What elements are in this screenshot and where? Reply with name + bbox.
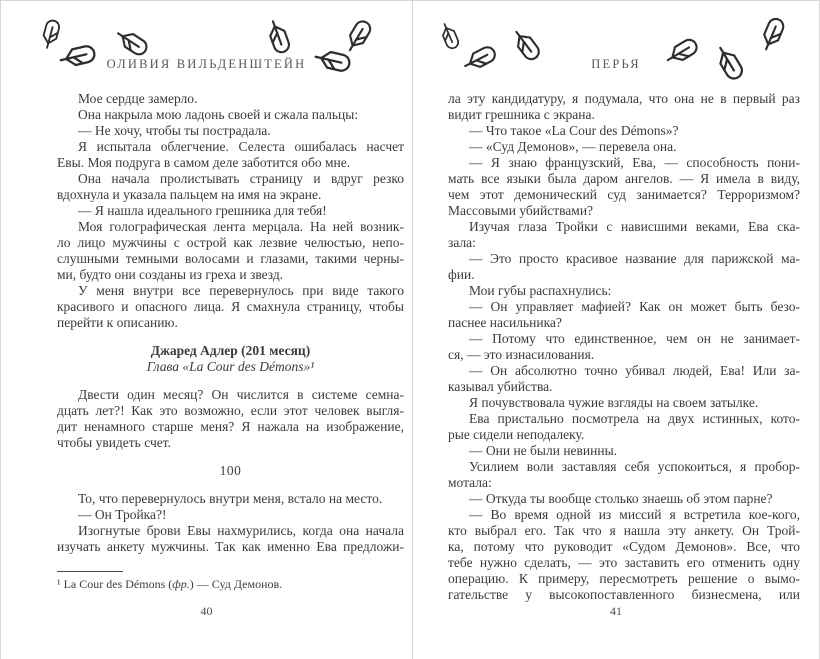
- footnote-lang-label: фр.: [172, 577, 190, 591]
- text-line: — Они не были невинны.: [469, 443, 618, 458]
- text-line: — Он управляет мафией? Как он может быть безо-: [469, 299, 800, 314]
- text-line: — Он абсолютно точно убивал людей, Ева! Или за-: [469, 363, 800, 378]
- text-line: — Я нашла идеального грешника для тебя!: [78, 203, 327, 218]
- text-line: — Откуда ты вообще столько знаешь об этом парне?: [469, 491, 773, 506]
- page-left: [1, 0, 412, 659]
- text-line: вдохнула и указала пальцем на имя на экране.: [57, 187, 322, 202]
- running-head-title: ПЕРЬЯ: [591, 57, 641, 71]
- text-line: Двести один месяц? Он числится в системе семна-: [78, 387, 404, 402]
- text-line: ми, будто они созданы из греха и звезд.: [57, 267, 284, 282]
- text-line: фии.: [448, 267, 475, 282]
- text-line: чтобы увидеть счет.: [57, 435, 171, 450]
- text-line: мать все языки была даром ангелов. — Я имела в виду,: [448, 171, 800, 186]
- text-line: Моя голографическая лента мерцала. На ней возник-: [78, 219, 404, 234]
- text-line: ло лицо мужчины с острой как лезвие челюстью, непо-: [57, 235, 404, 250]
- text-line: У меня внутри все перевернулось при виде такого: [78, 283, 404, 298]
- text-line: видит грешника с экрана.: [448, 107, 595, 122]
- text-line: — Не хочу, чтобы ты пострадала.: [78, 123, 271, 138]
- text-line: изучать анкету мужчины. Так как именно Ева предложи-: [57, 539, 404, 554]
- text-line: мотала:: [448, 475, 492, 490]
- text-line: Усилием воли заставляя себя успокоиться, я пробор-: [469, 459, 800, 474]
- footnote-text: ¹ La Cour des Démons (: [57, 577, 173, 591]
- page-right: [413, 0, 819, 659]
- section-heading: Джаред Адлер (201 месяц): [150, 343, 311, 358]
- section-number: 100: [219, 463, 242, 478]
- text-line: Она начала пролистывать страницу и вдруг резко: [78, 171, 404, 186]
- text-line: — Он Тройка?!: [78, 507, 167, 522]
- text-line: Изучая глаза Тройки с нависшими веками, Ева ска-: [469, 219, 800, 234]
- text-line: Я испытала облегчение. Селеста ошибалась насчет: [78, 139, 404, 154]
- text-line: — Я знаю французский, Ева, — способность пони-: [469, 155, 800, 170]
- text-line: ка, потому что руководит «Судом Демонов». Все, что: [448, 539, 800, 554]
- text-line: Она накрыла мою ладонь своей и сжала пальцы:: [78, 107, 359, 122]
- text-line: Изогнутые брови Евы нахмурились, когда она начала: [78, 523, 404, 538]
- text-line: ла эту кандидатуру, я подумала, что она не в первый раз: [448, 91, 800, 106]
- text-line: паснее насильника?: [448, 315, 562, 330]
- text-line: операцию. К примеру, пересмотреть решение о вымо-: [448, 571, 800, 586]
- footnote-rule: [57, 571, 123, 572]
- text-line: зала:: [448, 235, 476, 250]
- text-line: То, что перевернулось внутри меня, встало на место.: [78, 491, 383, 506]
- text-line: Массовыми убийствами?: [448, 203, 594, 218]
- page-number-left: 40: [200, 604, 213, 618]
- text-line: красивого и опасного лица. Я смахнула страницу, чтобы: [57, 299, 404, 314]
- text-line: Ева пристально посмотрела на двух истинных, кото-: [469, 411, 800, 426]
- text-line: ся, — это изнасилования.: [448, 347, 595, 362]
- page-body-left: [57, 91, 404, 555]
- page-number-right: 41: [610, 604, 622, 618]
- text-line: — Это просто красивое название для парижской ма-: [469, 251, 800, 266]
- page-body-right: [448, 91, 800, 603]
- text-line: казывал убийства.: [448, 379, 553, 394]
- text-line: чем этот демонический суд занимается? Терроризмом?: [448, 187, 800, 202]
- text-line: — Что такое «La Cour des Démons»?: [469, 123, 679, 138]
- text-line: слушными темными волосами и глазами, такими черны-: [57, 251, 404, 266]
- text-line: Мои губы распахнулись:: [469, 283, 612, 298]
- text-line: рые сидели неподалеку.: [448, 427, 585, 442]
- text-line: гательстве у высокопоставленного бизнесмена, или: [448, 587, 800, 602]
- text-line: — Во время одной из миссий я встретила кое-кого,: [469, 507, 800, 522]
- text-line: дцать лет?! Как это возможно, если этот человек выгля-: [57, 403, 404, 418]
- footnote: [57, 577, 404, 592]
- text-line: Евы. Моя подруга в самом деле заботится обо мне.: [57, 155, 351, 170]
- text-line: кто выбрал его. Так что я нашла эту анкету. Он Трой-: [448, 523, 800, 538]
- text-line: Я почувствовала чужие взгляды на своем затылке.: [469, 395, 759, 410]
- footnote-translation: ) — Суд Демонов.: [189, 577, 283, 591]
- running-head-author: ОЛИВИЯ ВИЛЬДЕНШТЕЙН: [106, 57, 307, 71]
- text-line: Мое сердце замерло.: [78, 91, 198, 106]
- text-line: перейти к описанию.: [57, 315, 178, 330]
- section-subheading: Глава «La Cour des Démons»¹: [146, 359, 315, 374]
- text-line: — «Суд Демонов», — перевела она.: [469, 139, 677, 154]
- text-line: — Потому что единственное, чем он не занимает-: [469, 331, 800, 346]
- text-line: тебе нужно сделать, — это заставить его отменить одну: [448, 555, 800, 570]
- text-line: дит ненамного старше меня? Я нажала на изображение,: [57, 419, 404, 434]
